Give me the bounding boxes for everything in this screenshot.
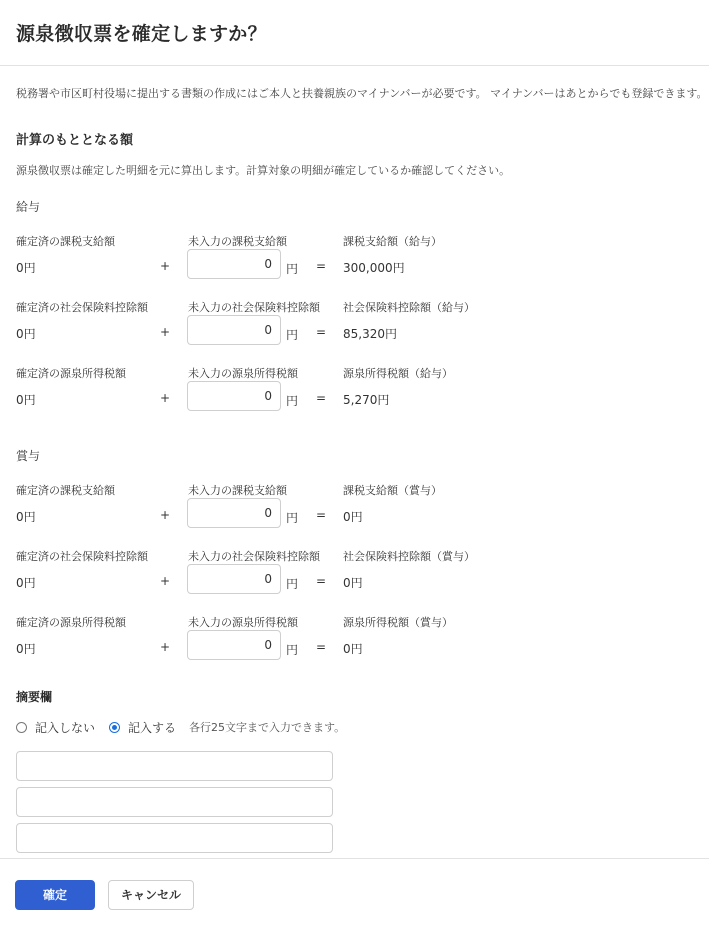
equals-sign: = (316, 391, 327, 405)
equals-sign: = (316, 508, 327, 522)
confirmed-value: 0円 (16, 510, 36, 524)
confirmed-value: 0円 (16, 642, 36, 656)
salary-social-insurance-input[interactable]: 0 (187, 315, 281, 345)
bonus-social-insurance-row (16, 548, 693, 614)
unit-label: 円 (286, 511, 299, 525)
unit-label: 円 (286, 643, 299, 657)
radio-with-memo[interactable] (109, 722, 120, 733)
confirmed-label: 確定済の源泉所得税額 (16, 616, 126, 629)
result-label: 源泉所得税額（賞与） (343, 616, 453, 629)
memo-line-2-input[interactable] (16, 787, 333, 817)
plus-sign: + (160, 508, 171, 522)
confirmed-value: 0円 (16, 576, 36, 590)
confirm-button[interactable]: 確定 (15, 880, 95, 910)
equals-sign: = (316, 574, 327, 588)
result-value: 0円 (343, 576, 363, 590)
memo-section-title: 摘要欄 (16, 690, 53, 704)
confirmed-label: 確定済の社会保険料控除額 (16, 301, 148, 314)
confirmed-label: 確定済の課税支給額 (16, 484, 115, 497)
result-label: 源泉所得税額（給与） (343, 367, 453, 380)
input-label: 未入力の社会保険料控除額 (188, 550, 320, 563)
plus-sign: + (160, 391, 171, 405)
confirmed-label: 確定済の課税支給額 (16, 235, 115, 248)
radio-no-memo-label[interactable]: 記入しない (35, 720, 96, 735)
result-value: 85,320円 (343, 327, 397, 341)
unit-label: 円 (286, 328, 299, 342)
confirmed-label: 確定済の社会保険料控除額 (16, 550, 148, 563)
result-label: 社会保険料控除額（給与） (343, 301, 475, 314)
calc-section-title: 計算のもととなる額 (16, 133, 134, 148)
salary-withholding-tax-input[interactable]: 0 (187, 381, 281, 411)
bonus-taxable-input[interactable]: 0 (187, 498, 281, 528)
dialog-header (0, 0, 709, 66)
salary-taxable-input[interactable]: 0 (187, 249, 281, 279)
plus-sign: + (160, 259, 171, 273)
result-value: 300,000円 (343, 261, 405, 275)
plus-sign: + (160, 574, 171, 588)
bonus-social-insurance-input[interactable]: 0 (187, 564, 281, 594)
bonus-withholding-tax-row (16, 614, 693, 680)
input-label: 未入力の源泉所得税額 (188, 616, 298, 629)
calc-section-description: 源泉徴収票は確定した明細を元に算出します。計算対象の明細が確定しているか確認してください。 (16, 164, 511, 177)
salary-social-insurance-row (16, 299, 693, 365)
confirmed-value: 0円 (16, 261, 36, 275)
salary-group-title: 給与 (16, 200, 41, 214)
radio-no-memo[interactable] (16, 722, 27, 733)
confirmed-value: 0円 (16, 393, 36, 407)
result-value: 5,270円 (343, 393, 390, 407)
equals-sign: = (316, 325, 327, 339)
bonus-group-title: 賞与 (16, 449, 41, 463)
confirmed-label: 確定済の源泉所得税額 (16, 367, 126, 380)
input-label: 未入力の課税支給額 (188, 235, 287, 248)
mynumber-notice: 税務署や市区町村役場に提出する書類の作成にはご本人と扶養親族のマイナンバーが必要です。 マイナンバーはあとからでも登録できます。 (16, 87, 708, 100)
input-label: 未入力の社会保険料控除額 (188, 301, 320, 314)
result-value: 0円 (343, 510, 363, 524)
memo-line-1-input[interactable] (16, 751, 333, 781)
result-value: 0円 (343, 642, 363, 656)
plus-sign: + (160, 640, 171, 654)
bonus-withholding-tax-input[interactable]: 0 (187, 630, 281, 660)
unit-label: 円 (286, 577, 299, 591)
confirmed-value: 0円 (16, 327, 36, 341)
bonus-taxable-row (16, 482, 693, 548)
unit-label: 円 (286, 394, 299, 408)
memo-hint: 各行25文字まで入力できます。 (189, 721, 346, 734)
cancel-button[interactable]: キャンセル (108, 880, 194, 910)
radio-with-memo-label[interactable]: 記入する (128, 720, 177, 735)
memo-radio-group (16, 719, 693, 735)
input-label: 未入力の課税支給額 (188, 484, 287, 497)
dialog-title: 源泉徴収票を確定しますか？ (16, 23, 267, 45)
equals-sign: = (316, 259, 327, 273)
input-label: 未入力の源泉所得税額 (188, 367, 298, 380)
salary-withholding-tax-row (16, 365, 693, 431)
result-label: 課税支給額（給与） (343, 235, 442, 248)
memo-line-3-input[interactable] (16, 823, 333, 853)
equals-sign: = (316, 640, 327, 654)
unit-label: 円 (286, 262, 299, 276)
plus-sign: + (160, 325, 171, 339)
result-label: 課税支給額（賞与） (343, 484, 442, 497)
salary-taxable-row (16, 233, 693, 299)
dialog-footer (0, 858, 709, 925)
result-label: 社会保険料控除額（賞与） (343, 550, 475, 563)
dialog-body (0, 66, 709, 853)
